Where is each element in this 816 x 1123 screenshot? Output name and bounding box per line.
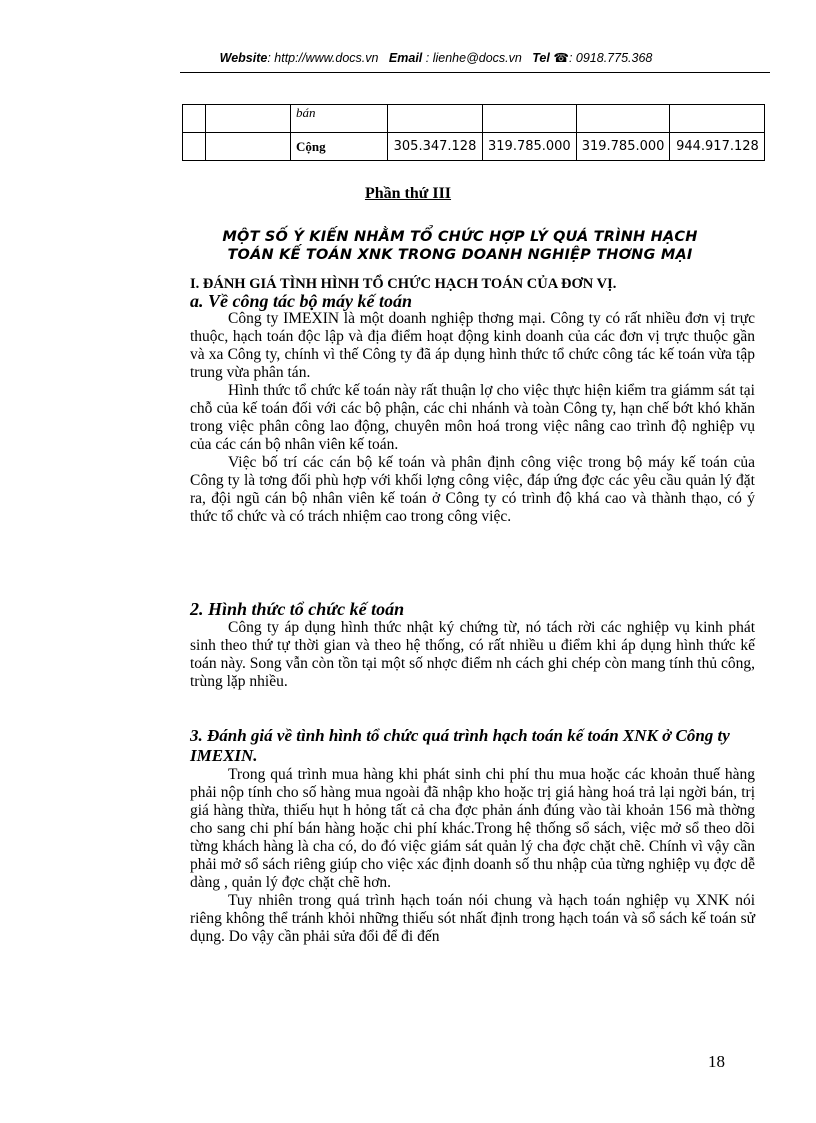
paragraph: Tuy nhiên trong quá trình hạch toán nói chung và hạch toán nghiệp vụ XNK nói riêng không thể tránh khỏi những thiếu sót nhất định trong hạch toán và sổ sách kế toán sử dụng. Do vậy cần phải sửa đổi để đi đến bbox=[190, 892, 755, 945]
paragraph: Công ty IMEXIN là một doanh nghiệp thơng mại. Công ty có rất nhiều đơn vị trực thuộc, hạch toán độc lập và địa điểm hoạt động kinh doanh của các đơn vị trực thuộc gần và xa Công ty, chính vì thế Công ty đã áp dụng hình thức tổ chức công tác kế toán vừa tập trung vừa phân tán. bbox=[190, 310, 755, 381]
email-value[interactable]: : lienhe@docs.vn bbox=[425, 51, 522, 65]
row-label-ban: bán bbox=[291, 105, 388, 133]
subsection-a-body bbox=[190, 310, 755, 526]
total-value-3: 319.785.000 bbox=[576, 133, 670, 161]
row-label-total: Cộng bbox=[291, 133, 388, 161]
section-heading-1: I. ĐÁNH GIÁ TÌNH HÌNH TỔ CHỨC HẠCH TOÁN CỦA ĐƠN VỊ. bbox=[190, 276, 617, 292]
table-row bbox=[183, 105, 765, 133]
total-value-2: 319.785.000 bbox=[483, 133, 577, 161]
table-cell bbox=[483, 105, 577, 133]
website-value[interactable]: : http://www.docs.vn bbox=[267, 51, 379, 65]
summary-table bbox=[182, 104, 765, 161]
table-cell bbox=[388, 105, 483, 133]
total-value-4: 944.917.128 bbox=[670, 133, 765, 161]
page-header bbox=[180, 50, 692, 65]
table-cell bbox=[183, 105, 206, 133]
subsection-3-body bbox=[190, 766, 755, 946]
table-cell bbox=[576, 105, 670, 133]
page-number: 18 bbox=[708, 1052, 725, 1071]
subsection-a-heading: a. Về công tác bộ máy kế toán bbox=[190, 291, 412, 311]
email-label: Email bbox=[388, 51, 423, 65]
tel-value: : 0918.775.368 bbox=[568, 51, 653, 65]
telephone-icon: ☎ bbox=[553, 51, 569, 65]
table-cell bbox=[206, 105, 291, 133]
subsection-3-heading: 3. Đánh giá về tình hình tổ chức quá trình hạch toán kế toán XNK ở Công ty IMEXIN. bbox=[190, 726, 730, 765]
main-title-line-1: MỘT SỐ Ý KIẾN NHẰM TỔ CHỨC HỢP LÝ QUÁ TRÌNH HẠCH bbox=[222, 229, 698, 245]
total-value-1: 305.347.128 bbox=[388, 133, 483, 161]
table-cell bbox=[183, 133, 206, 161]
table-cell bbox=[206, 133, 291, 161]
tel-label: Tel bbox=[532, 51, 550, 65]
part-title: Phần thứ III bbox=[364, 185, 452, 202]
website-label: Website bbox=[219, 51, 268, 65]
paragraph: Hình thức tổ chức kế toán này rất thuận lợ cho việc thực hiện kiểm tra giámm sát tại chỗ của kế toán đối với các bộ phận, các chi nhánh và toàn Công ty, hạn chế bớt khó khăn trong việc phân công lao động, chuyên môn hoá trong việc nâng cao trình độ nghiệp vụ của các cán bộ nhân viên kế toán. bbox=[190, 382, 755, 453]
main-title-line-2: TOÁN KẾ TOÁN XNK TRONG DOANH NGHIỆP THƠNG MẠI bbox=[227, 247, 693, 263]
subsection-2-body bbox=[190, 619, 755, 691]
paragraph: Việc bố trí các cán bộ kế toán và phân định công việc trong bộ máy kế toán của Công ty là tơng đối phù hợp với khối lợng công việc, đáp ứng đợc các yêu cầu quản lý đặt ra, đội ngũ cán bộ nhân viên kế toán ở Công ty có trình độ khá cao và thành thạo, có ý thức tổ chức và có trách nhiệm cao trong công việc. bbox=[190, 454, 755, 525]
paragraph: Trong quá trình mua hàng khi phát sinh chi phí thu mua hoặc các khoản thuế hàng phải nộp tính cho số hàng mua ngoài đã nhập kho hoặc trị giá hàng hoá trả lại ngời bán, trị giá hàng thừa, thiếu hụt h hỏng tất cả cha đợc phản ánh đúng vào tài khoản 156 mà thờng cho sang chi phí bán hàng hoặc chi phí khác.Trong hệ thống sổ sách, việc mở sổ theo dõi từng khách hàng là cha có, do đó việc giám sát quản lý cha đợc chặt chẽ. Chính vì vậy cần phải mở sổ sách riêng giúp cho việc xác định doanh số thu nhập của từng nghiệp vụ đợc dễ dàng , quản lý đợc chặt chẽ hơn. bbox=[190, 766, 756, 891]
main-title bbox=[200, 228, 720, 264]
subsection-2-heading: 2. Hình thức tổ chức kế toán bbox=[190, 599, 405, 619]
paragraph: Công ty áp dụng hình thức nhật ký chứng từ, nó tách rời các nghiệp vụ kinh phát sinh theo thứ tự thời gian và theo hệ thống, có rất nhiều u điểm khi áp dụng hình thức kế toán này. Song vẫn còn tồn tại một số nhợc điểm nh cách ghi chép còn mang tính thủ công, trùng lặp nhiều. bbox=[190, 619, 755, 690]
header-divider bbox=[180, 72, 770, 73]
table-cell bbox=[670, 105, 765, 133]
table-row-total bbox=[183, 133, 765, 161]
